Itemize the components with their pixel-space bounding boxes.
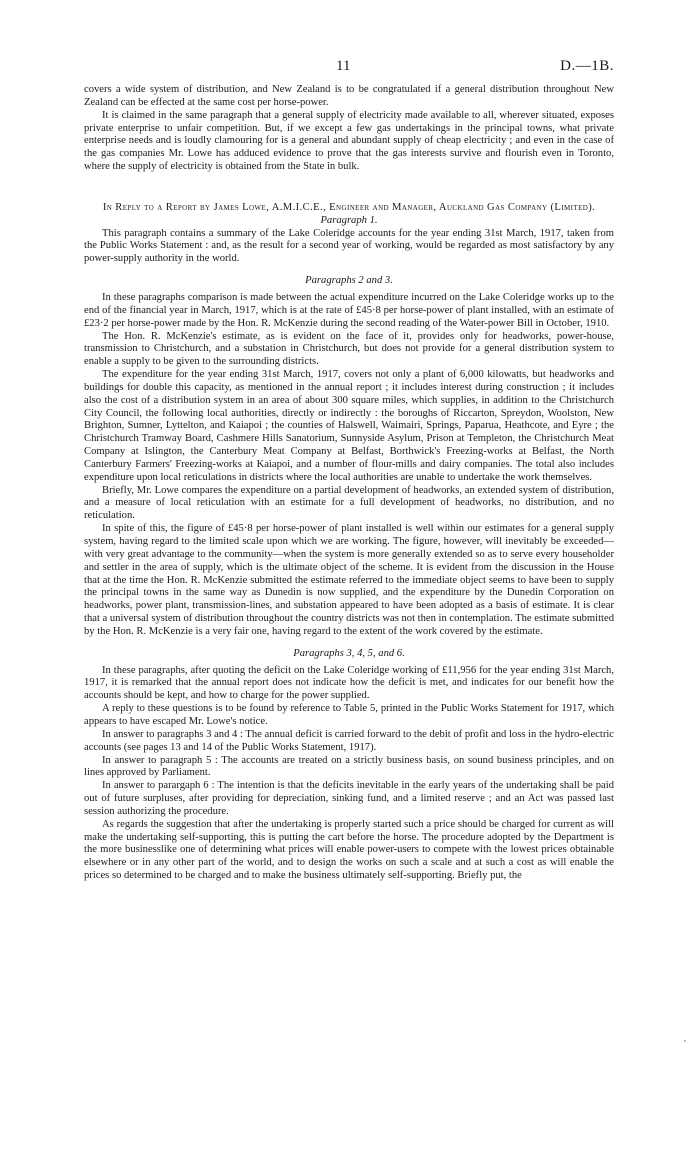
intro-paragraph: It is claimed in the same paragraph that a general supply of electricity made available to all, wherever situated, exposes private enterprise to unfair competition. But, if we except a few gas undertakings in the principal towns, what private enterprise needs and is loudly clamouring for is a general and abundant supply of cheap electricity ; and even in the case of the gas companies Mr. Lowe has adduced evidence to prove that the gas interests survive and flourish even in Toronto, where the supply of electricity is obtained from the State in bulk. xyxy=(84,109,614,173)
document-reference: D.—1B. xyxy=(560,58,614,74)
document-page xyxy=(84,58,614,883)
page-number: 11 xyxy=(336,58,351,74)
body-paragraph: A reply to these questions is to be found by reference to Table 5, printed in the Public Works Statement for 1917, which appears to have escaped Mr. Lowe's notice. xyxy=(84,703,614,727)
body-paragraph: Briefly, Mr. Lowe compares the expenditure on a partial development of headworks, an extended system of distribution, and a measure of local reticulation with an estimate for a full development of headworks, no distribution, and no reticulation. xyxy=(84,484,614,522)
body-paragraph: As regards the suggestion that after the undertaking is properly started such a price should be charged for current as will make the undertaking self-supporting, this is putting the cart before the horse. The procedure adopted by the Department is the more businesslike one of determining what prices will enable power-users to compete with the lowest prices obtainable elsewhere or in any other part of the world, and to design the works on such a scale and at such a cost as will enable the prices so determined to be charged and to make the business ultimately self-supporting. Briefly put, the xyxy=(84,818,614,882)
section-title: Paragraphs 3, 4, 5, and 6. xyxy=(293,647,405,659)
section-title: Paragraph 1. xyxy=(320,214,378,226)
body-paragraph: In answer to paragraphs 3 and 4 : The annual deficit is carried forward to the debit of profit and loss in the hydro-electric accounts (see pages 13 and 14 of the Public Works Statement, 1917). xyxy=(84,728,614,753)
intro-paragraph: covers a wide system of distribution, and New Zealand is to be congratulated if a general distribution throughout New Zealand can be effected at the same cost per horse-power. xyxy=(84,84,614,108)
body-paragraph: In answer to parargaph 6 : The intention is that the deficits inevitable in the early years of the undertaking shall be paid out of future surpluses, after providing for depreciation, sinking fund, and a limited reserve ; and an Act was passed last session authorizing the procedure. xyxy=(84,780,614,817)
section-title: Paragraphs 2 and 3. xyxy=(305,275,393,287)
body-paragraph: The expenditure for the year ending 31st March, 1917, covers not only a plant of 6,000 kilowatts, but headworks and buildings for double this capacity, as mentioned in the annual report ; it includes interest during construction ; it includes also the cost of a distribution system in an area of about 300 square miles, which supplies, in addition to the Christchurch City Council, the following local authorities, directly or indirectly : the boroughs of Riccarton, Spreydon, Woolston, New Brighton, Sumner, Lyttelton, and Kaiapoi ; the counties of Halswell, Waimairi, Springs, Paparua, Heathcote, and Eyre ; the Christchurch Tramway Board, Cashmere Hills Sanatorium, Sunnyside Asylum, Prison at Templeton, the Christchurch Meat Company at Islington, the Canterbury Meat Company at Belfast, Borthwick's Freezing-works at Belfast, the North Canterbury Farmers' Freezing-works at Kaiapoi, and a number of flour-mills and dairy companies. The total also includes expenditure upon local reticulations in districts where the local authorities are unable to undertake the work themselves. xyxy=(84,369,614,483)
body-paragraph: This paragraph contains a summary of the Lake Coleridge accounts for the year ending 31st March, 1917, taken from the Public Works Statement : and, as the result for a second year of working, would be regarded as most satisfactory by any power-supply authority in the world. xyxy=(84,227,614,265)
body-paragraph: In spite of this, the figure of £45·8 per horse-power of plant installed is well within our estimates for a general supply system, having regard to the limited scale upon which we are working. The figure, however, will inevitably be exceeded—with very great advantage to the community—when the system is more generally extended so as to serve every householder and settler in the area of supply, which is the ultimate object of the scheme. It is evident from the discussion in the House that at the time the Hon. R. McKenzie submitted the estimate referred to the immediate object seems to have been to supply the principal towns in the same way as Dunedin is now supplied, and the expenditure by the Dunedin Corporation on headworks, power plant, transmission-lines, and substation appeared to have been adopted as a basis of estimate. It is clear that a universal system of distribution throughout the country districts was not then in contemplation. The estimate submitted by the Hon. R. McKenzie is a very fair one, having regard to the extent of the work covered by the estimate. xyxy=(84,523,614,637)
scan-speck xyxy=(684,1040,686,1042)
body-paragraph: In these paragraphs comparison is made between the actual expenditure incurred on the Lake Coleridge works up to the end of the financial year in March, 1917, which is at the rate of £45·8 per horse-power of plant installed, with an estimate of £23·2 per horse-power made by the Hon. R. McKenzie during the second reading of the Water-power Bill in October, 1910. xyxy=(84,291,614,329)
body-paragraph: In these paragraphs, after quoting the deficit on the Lake Coleridge working of £11,956 for the year ending 31st March, 1917, it is remarked that the annual report does not indicate how the deficit is met, and indicates for our benefit how the accounts should be kept, and how to charge for the power supplied. xyxy=(84,664,614,702)
body-paragraph: In answer to paragraph 5 : The accounts are treated on a strictly business basis, on sound business principles, and on lines approved by Parliament. xyxy=(84,754,614,779)
page-header xyxy=(84,58,614,84)
reply-heading: In Reply to a Report by James Lowe, A.M.I.C.E., Engineer and Manager, Auckland Gas Company (Limited). xyxy=(102,201,596,213)
body-paragraph: The Hon. R. McKenzie's estimate, as is evident on the face of it, provides only for headworks, power-house, transmission to Christchurch, and a substation in Christchurch, but does not provide for a general distribution system to enable a supply to be given to the surrounding districts. xyxy=(84,330,614,368)
